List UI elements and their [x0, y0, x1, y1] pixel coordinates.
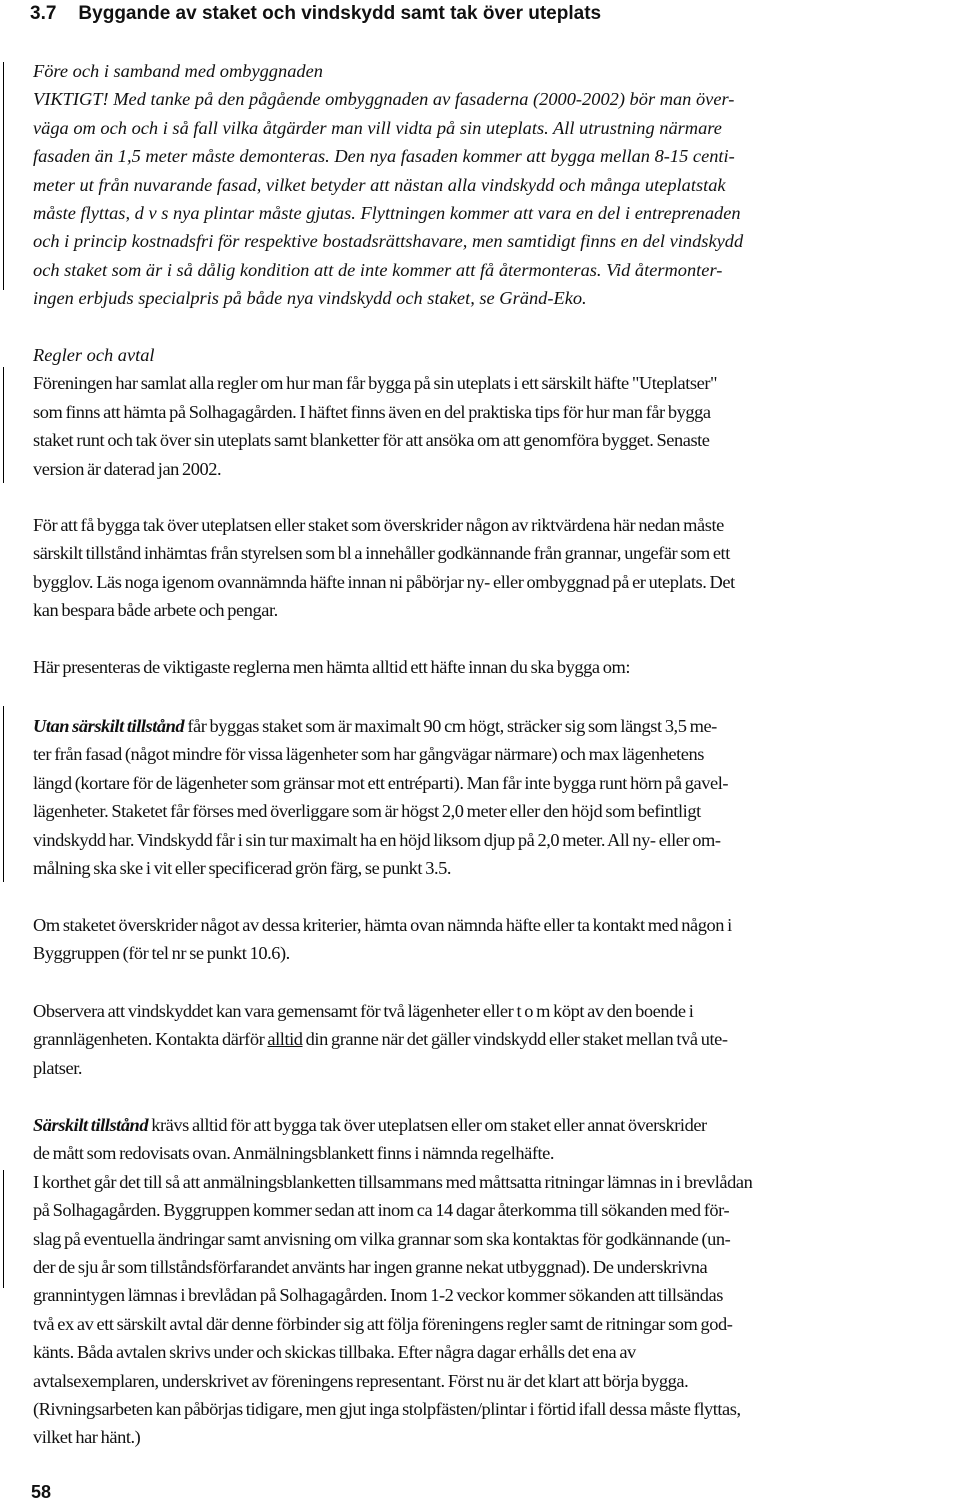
text-line: der de sju år som tillståndsförfarandet använts har ingen granne nekat utbyggnad). De underskrivna: [33, 1257, 708, 1278]
text-line: krävs alltid för att bygga tak över uteplatsen eller om staket eller annat överskrider: [148, 1115, 707, 1135]
text-line: fasaden än 1,5 meter måste demonteras. Den nya fasaden kommer att bygga mellan 8-15 centi-: [33, 146, 735, 167]
text-line: väga om och och i så fall vilka åtgärder man vill vidta på sin uteplats. All utrustning närmare: [33, 117, 722, 138]
text-line: som finns att hämta på Solhagagården. I häftet finns även en del praktiska tips för hur man får bygga: [33, 401, 711, 422]
text-line: Här presenteras de viktigaste reglerna men hämta alltid ett häfte innan du ska bygga om:: [33, 657, 630, 677]
text-line: och staket som är i så dålig kondition att de inte kommer att få återmonteras. Vid återmonter-: [33, 259, 723, 280]
before-rebuild-heading: Före och i samband med ombyggnaden: [33, 61, 323, 81]
text-line: två ex av ett särskilt avtal där denne förbinder sig att följa föreningens regler samt de ritningar som god-: [33, 1313, 733, 1334]
page-number: 58: [31, 1482, 52, 1502]
change-bar: [3, 367, 4, 483]
text-line: ingen erbjuds specialpris på både nya vindskydd och staket, se Gränd-Eko.: [33, 288, 587, 309]
text-line: får byggas staket som är maximalt 90 cm högt, sträcker sig som längst 3,5 me-: [184, 716, 717, 736]
text-line: känts. Båda avtalen skrivs under och skickas tillbaka. Efter några dagar erhålls det ena av: [33, 1342, 636, 1363]
change-bar: [3, 62, 4, 290]
text-line: meter ut från nuvarande fasad, vilket betyder att nästan alla vindskydd och många uteplatstak: [33, 174, 726, 195]
text-line: Föreningen har samlat alla regler om hur man får bygga på sin uteplats i ett särskilt häfte "Uteplatser": [33, 373, 718, 394]
section-title: Byggande av staket och vindskydd samt tak över uteplats: [78, 3, 602, 24]
text-line: vilket har hänt.): [33, 1427, 141, 1448]
section-number: 3.7: [30, 3, 57, 24]
no-permit-term: Utan särskilt tillstånd: [33, 716, 185, 736]
text-line: I korthet går det till så att anmälningsblanketten tillsammans med måttsatta ritningar lämnas in i brevlådan: [33, 1171, 753, 1192]
text-line: och i princip kostnadsfri för respektive bostadsrättshavare, men samtidigt finns en del vindskydd: [33, 231, 744, 252]
text-line: staket runt och tak över sin uteplats samt blanketter för att ansöka om att genomföra bygget. Senaste: [33, 430, 710, 451]
text-line: de mått som redovisats ovan. Anmälningsblankett finns i nämnda regelhäfte.: [33, 1143, 555, 1164]
text-line: Byggruppen (för tel nr se punkt 10.6).: [33, 943, 290, 964]
text-line: För att få bygga tak över uteplatsen eller staket som överskrider någon av riktvärdena här nedan måste: [33, 515, 724, 535]
rules-section: [33, 341, 955, 483]
text-line: måste flyttas, d v s nya plintar måste gjutas. Flyttningen kommer att vara en del i entreprenaden: [33, 203, 741, 224]
text-line: grannintygen lämnas i brevlådan på Solhagagården. Inom 1-2 veckor kommer sökanden att tillsändas: [33, 1285, 723, 1306]
section-heading: [30, 2, 601, 26]
text-line: kan bespara både arbete och pengar.: [33, 600, 278, 621]
key-rules-intro: [33, 653, 955, 681]
text-line: målning ska ske i vit eller specificerad grön färg, se punkt 3.5.: [33, 858, 452, 879]
text-line: bygglov. Läs noga igenom ovannämnda häfte innan ni påbörjar ny- eller ombyggnad på er uteplats. Det: [33, 571, 735, 592]
text-line: VIKTIGT! Med tanke på den pågående ombyggnaden av fasaderna (2000-2002) bör man över-: [33, 89, 735, 110]
text-line: särskilt tillstånd inhämtas från styrelsen som bl a innehåller godkännande från grannar, ungefär som ett: [33, 543, 730, 564]
text-line: (Rivningsarbeten kan påbörjas tidigare, men gjut inga stolpfästen/plintar i förtid ifall dessa måste flyttas,: [33, 1399, 741, 1420]
before-rebuild-section: [33, 57, 955, 313]
shared-shelter-paragraph: [33, 997, 955, 1082]
text-line: ter från fasad (något mindre för vissa lägenheter som har gångvägar närmare) och max lägenhetens: [33, 744, 704, 765]
text-line: Observera att vindskyddet kan vara gemensamt för två lägenheter eller t o m köpt av den boende i: [33, 1001, 694, 1021]
text-line: på Solhagagården. Byggruppen kommer sedan att inom ca 14 dagar återkomma till sökanden med för-: [33, 1200, 730, 1221]
text-line: Om staketet överskrider något av dessa kriterier, hämta ovan nämnda häfte eller ta kontakt med någon i: [33, 915, 732, 935]
rules-heading: Regler och avtal: [33, 345, 155, 365]
text-line: avtalsexemplaren, underskrivet av föreningens representant. Först nu är det klart att börja bygga.: [33, 1370, 689, 1391]
text-line: grannlägenheten. Kontakta därför: [33, 1029, 268, 1050]
text-line: version är daterad jan 2002.: [33, 458, 222, 479]
underlined-word: alltid: [267, 1029, 303, 1050]
text-line: slag på eventuella ändringar samt anvisning om vilka grannar som ska kontaktas för godkännande (un-: [33, 1228, 731, 1249]
text-line: längd (kortare för de lägenheter som gränsar mot ett entréparti). Man får inte bygga runt hörn på gavel-: [33, 772, 729, 793]
permit-intro-paragraph: [33, 511, 955, 625]
exceeds-paragraph: [33, 911, 955, 968]
special-permit-paragraph: [33, 1111, 955, 1452]
text-line: lägenheter. Staketet får förses med överliggare som är högst 2,0 meter eller den höjd som befintligt: [33, 801, 701, 822]
change-bar: [3, 1170, 4, 1288]
no-permit-paragraph: [33, 712, 955, 882]
special-permit-term: Särskilt tillstånd: [33, 1115, 149, 1135]
text-line: vindskydd har. Vindskydd får i sin tur maximalt ha en höjd liksom djup på 2,0 meter. All ny- eller om-: [33, 829, 721, 850]
change-bar: [3, 706, 4, 882]
text-line: din granne när det gäller vindskydd eller staket mellan två ute-: [302, 1029, 728, 1050]
text-line: platser.: [33, 1057, 83, 1078]
